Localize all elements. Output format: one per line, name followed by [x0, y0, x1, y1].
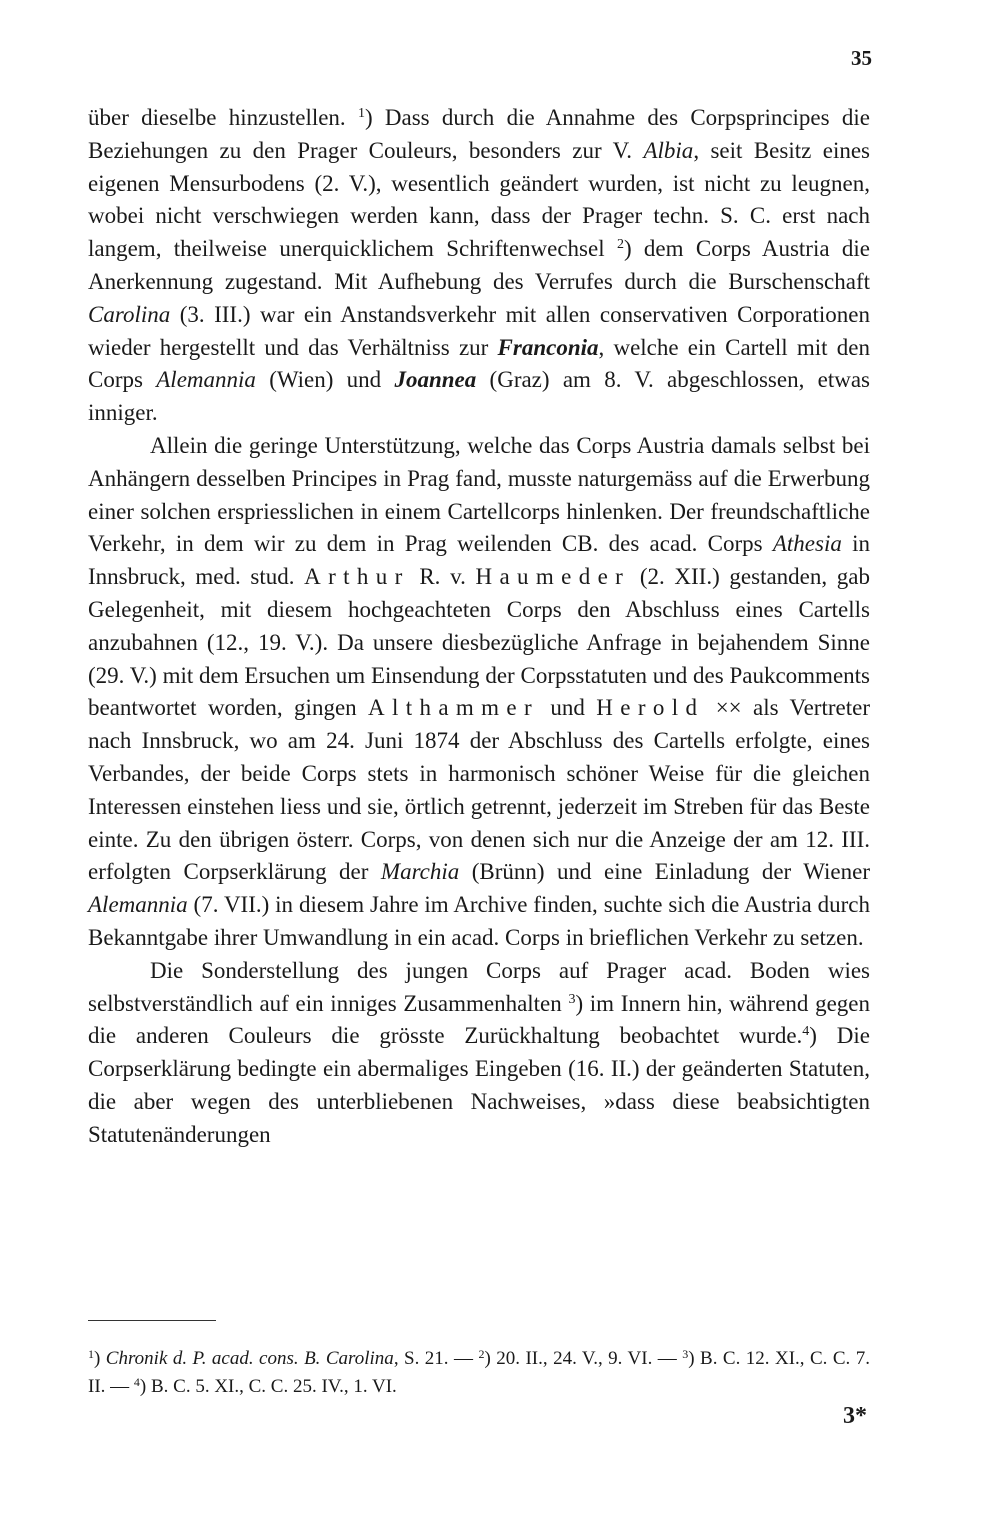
paragraph-2: Allein die geringe Unterstützung, welche das Corps Austria damals selbst bei Anhängern desselben Principes in Prag fand, musste naturgemäss auf die Erwerbung einer solchen erspriesslichen in einem Cartellcorps hinlenken. Der freundschaftliche Verkehr, in dem wir zu dem in Prag weilenden CB. des acad. Corps Athesia in Innsbruck, med. stud. Arthur R. v. Haumeder (2. XII.) gestanden, gab Gelegenheit, mit diesem hochgeachteten Corps den Abschluss eines Cartells anzubahnen (12., 19. V.). Da unsere diesbezügliche Anfrage in bejahendem Sinne (29. V.) mit dem Ersuchen um Einsendung der Corpsstatuten und des Paukcomments beantwortet worden, gingen Althammer und Herold ×× als Vertreter nach Innsbruck, wo am 24. Juni 1874 der Abschluss des Cartells erfolgte, eines Verbandes, der beide Corps stets in harmonisch schöner Weise für die gleichen Interessen einstehen liess und sie, örtlich getrennt, jederzeit im Streben für das Beste einte. Zu den übrigen österr. Corps, von denen sich nur die Anzeige der am 12. III. erfolgten Corpserklärung der Marchia (Brünn) und eine Einladung der Wiener Alemannia (7. VII.) in diesem Jahre im Archive finden, suchte sich die Austria durch Bekanntgabe ihrer Umwandlung in ein acad. Corps in brieflichen Verkehr zu setzen. [88, 432, 871, 950]
name-althammer: Althammer [368, 695, 540, 721]
name-marchia: Marchia [380, 859, 460, 885]
footnote-mark-1: 1 [88, 1347, 94, 1361]
footnote-ref-1: 1 [357, 106, 365, 121]
name-albia: Albia [643, 137, 694, 163]
printer-signature-mark: 3* [843, 1403, 867, 1429]
name-arthur: Arthur [304, 564, 410, 590]
footnote-ref-4: 4 [802, 1024, 810, 1040]
footnote-divider [88, 1320, 216, 1321]
footnote-ref-3: 3 [568, 991, 576, 1007]
footnote-mark-4: 4 [133, 1375, 140, 1389]
footnote-mark-2: 2 [478, 1347, 485, 1361]
footnote-mark-3: 3 [682, 1347, 689, 1361]
footnote-ref-2: 2 [616, 237, 624, 253]
name-carolina: Carolina [88, 301, 171, 327]
footnote-source-title: Chronik d. P. acad. cons. B. Carolina [105, 1348, 394, 1369]
name-joannea: Joannea [394, 367, 477, 393]
name-haumeder: Haumeder [475, 564, 631, 590]
page-number: 35 [851, 46, 872, 70]
footnotes: $^1$) Chronik d. P. acad. cons. B. Carolina, S. 21. — $^2$) 20. II., 24. V., 9. VI. — $^3$) B. C. 12. XI., C. C. 7. II. — $^4$) B. C. 5. XI., C. C. 25. IV., 1. VI. [88, 1347, 870, 1397]
body-text [88, 102, 870, 1152]
paragraph-3: Die Sonderstellung des jungen Corps auf Prager acad. Boden wies selbstverständlich auf ein inniges Zusammenhalten $^3$) im Innern hin, während gegen die anderen Couleurs die grösste Zurückhaltung beobachtet wurde.$^4$) Die Corpserklärung bedingte ein abermaliges Eingeben (16. II.) der geänderten Statuten, die aber wegen des unterbliebenen Nachweises, »dass diese beabsichtigten Statutenänderungen [88, 957, 870, 1147]
name-alemannia: Alemannia [156, 367, 256, 393]
name-alemannia-2: Alemannia [88, 892, 188, 918]
name-athesia: Athesia [772, 531, 842, 557]
name-herold: Herold [596, 695, 705, 721]
paragraph-1: über dieselbe hinzustellen. $^1$) Dass durch die Annahme des Corpsprincipes die Beziehungen zu den Prager Couleurs, besonders zur V. Albia, seit Besitz eines eigenen Mensurbodens (2. V.), wesentlich geändert wurden, ist nicht zu leugnen, wobei nicht verschwiegen werden kann, dass der Prager techn. S. C. erst nach langem, theilweise unerquicklichem Schriftenwechsel $^2$) dem Corps Austria die Anerkennung zugestand. Mit Aufhebung des Verrufes durch die Burschenschaft Carolina (3. III.) war ein Anstandsverkehr mit allen conservativen Corporationen wieder hergestellt und das Verhältniss zur Franconia, welche ein Cartell mit den Corps Alemannia (Wien) und Joannea (Graz) am 8. V. abgeschlossen, etwas inniger. [88, 105, 870, 426]
name-franconia: Franconia [497, 334, 599, 360]
